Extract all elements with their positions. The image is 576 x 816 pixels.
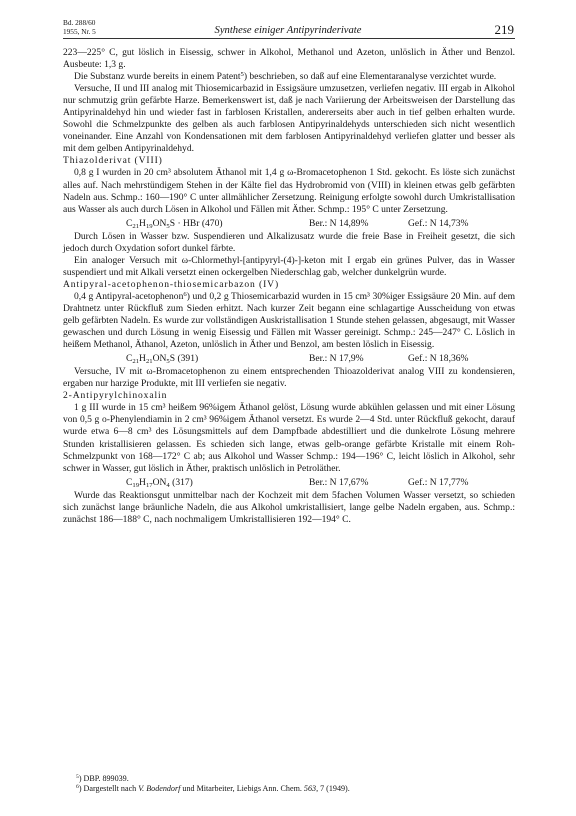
page-number: 219 [494, 22, 514, 37]
paragraph: Versuche, II und III analog mit Thiosemicarbazid in Essigsäure umzusetzen, verliefen negativ. III ergab in Alkohol nur schmutzig grün gefärbte Harze. Bemerkenswert ist, daß je nach Variierung der Arbeitsweisen der Darstellung das Antipyrinaldehyd hin und wieder fast in farblosen Kristallen, andererseits aber auch in tief gelben erhalten wurde. Sowohl die Schmelzpunkte des gelben als auch farblosen Antipyrinaldehyds unterschieden sich nicht wesentlich voneinander. Eine Anzahl von Kondensationen mit dem farblosen Antipyrinaldehyd verliefen glatter und besser als mit dem gelben Antipyrinaldehyd. [63, 83, 515, 155]
volume-number: 563 [303, 784, 317, 794]
found-value: Gef.: N 17,77% [408, 476, 469, 488]
paragraph: 0,8 g I wurden in 20 cm³ absolutem Äthanol mit 1,4 g ω-Bromacetophenon 1 Std. gekocht. Es löste sich zunächst alles auf. Nach mehrstündigem Stehen in der Kälte fiel das Hydrobromid von (VIII) in kleinen etwas gelb gefärbten Nadeln aus. Schmp.: 160—190° C unter allmählicher Zersetzung. Reinigung erfolgte sowohl durch Umkristallisation aus Wasser als auch durch Lösen in Alkohol und Fällen mit Äther. Schmp.: 195° C unter Zersetzung. [63, 167, 515, 215]
molecular-formula: $C_{21}H_{21}ON_5S$ (391) [126, 353, 199, 366]
footnotes [63, 774, 515, 795]
paragraph: Die Substanz wurde bereits in einem Patent$^5$) beschrieben, so daß auf eine Elementaranalyse verzichtet wurde. [74, 71, 497, 83]
calculated-value: Ber.: N 17,9% [309, 353, 364, 365]
footnote: $^5$) DBP. 899039. [76, 774, 129, 783]
paragraph: 0,4 g Antipyral-acetophenon$^6$) und 0,2 g Thiosemicarbazid wurden in 15 cm³ 30%iger Essigsäure 20 Min. auf dem Drahtnetz unter Rückfluß zum Sieden erhitzt. Nach kurzer Zeit begann eine schlagartige Ausscheidung von etwas gelb gefärbten Nadeln. Es wurde zur vollständigen Auskristallisation 1 Stunde stehen gelassen, abgesaugt, mit Wasser gewaschen und durch Lösung in wenig Eisessig und Fällen mit Wasser gereinigt. Schmp.: 245—247° C. Löslich in heißem Methanol, Äthanol, Azeton, unlöslich in Äther und Benzol, am besten löslich in Eisessig. [63, 290, 515, 351]
formula-line [63, 477, 515, 489]
section-heading: Thiazolderivat (VIII) [63, 155, 163, 167]
author-name: V. Bodendorf [138, 784, 181, 794]
found-value: Gef.: N 18,36% [408, 353, 469, 365]
molecular-formula: $C_{21}H_{19}ON_5S$ · HBr (470) [126, 217, 223, 230]
molecular-formula: $C_{19}H_{17}ON_4$ (317) [126, 476, 193, 489]
paragraph: Versuche, IV mit ω-Bromacetophenon zu einem entsprechenden Thioazolderivat analog VIII zu kondensieren, ergaben nur harzige Produkte, mit III verliefen sie negativ. [63, 366, 515, 390]
formula-line [63, 218, 515, 230]
section-heading: 2-Antipyrylchinoxalin [63, 390, 168, 402]
footnote-mark: 6 [76, 784, 79, 791]
section-heading: Antipyral-acetophenon-thiosemicarbazon (IV) [63, 278, 280, 290]
paragraph: 223—225° C, gut löslich in Eisessig, schwer in Alkohol, Methanol und Azeton, unlöslich in Äther und Benzol. Ausbeute: 1,3 g. [63, 47, 515, 71]
calculated-value: Ber.: N 17,67% [309, 476, 369, 488]
footnote-ref: 6 [183, 290, 187, 298]
volume-label: Bd. 288/60 [63, 18, 96, 27]
formula-line [63, 353, 515, 365]
running-header-title: Synthese einiger Antipyrinderivate [214, 25, 362, 36]
year-issue-label: 1955, Nr. 5 [63, 27, 96, 36]
paragraph: Durch Lösen in Wasser bzw. Suspendieren und Alkalizusatz wurde die freie Base in Freiheit gesetzt, die sich jedoch durch Oxydation sofort dunkel färbte. [63, 230, 515, 254]
footnote-mark: 5 [76, 774, 79, 780]
paragraph: 1 g III wurde in 15 cm³ heißem 96%igem Äthanol gelöst, Lösung wurde abkühlen gelassen und mit einer Lösung von 0,5 g o-Phenylendiamin in 2 cm³ 96%igem Äthanol versetzt. Es wurde 2—4 Std. unter Rückfluß gekocht, darauf wurde etwa 6—8 cm³ des Lösungsmittels auf dem Dampfbade abdestilliert und die dunkelrote Lösung mehrere Stunden kristallisieren gelassen. Es schieden sich lange, etwas gelb-orange gefärbte Kristalle mit einem Roh-Schmelzpunkt von 168—172° C ab; aus Alkohol und Wasser Schmp.: 194—196° C, leicht löslich in Alkohol, sehr schwer in Wasser, gut löslich in Äther, praktisch unlöslich in Petroläther. [63, 402, 515, 474]
calculated-value: Ber.: N 14,89% [309, 217, 369, 229]
found-value: Gef.: N 14,73% [408, 217, 469, 229]
footnote-ref: 5 [240, 71, 244, 79]
paragraph: Ein analoger Versuch mit ω-Chlormethyl-[antipyryl-(4)-]-keton mit I ergab ein grünes Pulver, das in Wasser suspendiert und mit Alkali versetzt einen ockergelben Niederschlag gab, welcher dunkelgrün wurde. [63, 254, 515, 278]
paragraph: Wurde das Reaktionsgut unmittelbar nach der Kochzeit mit dem 5fachen Volumen Wasser versetzt, so schieden sich zunächst lange bräunliche Nadeln, die aus Alkohol umkristallisiert, lange gelbe Nadeln ergaben, aus. Schmp.: zunächst 186—188° C, nach nochmaligem Umkristallisieren 192—194° C. [63, 489, 515, 525]
header-rule [63, 38, 515, 39]
footnote: $^6$) Dargestellt nach V. Bodendorf und Mitarbeiter, Liebigs Ann. Chem. 563, 7 (1949). [76, 784, 350, 794]
article-body [63, 47, 515, 526]
